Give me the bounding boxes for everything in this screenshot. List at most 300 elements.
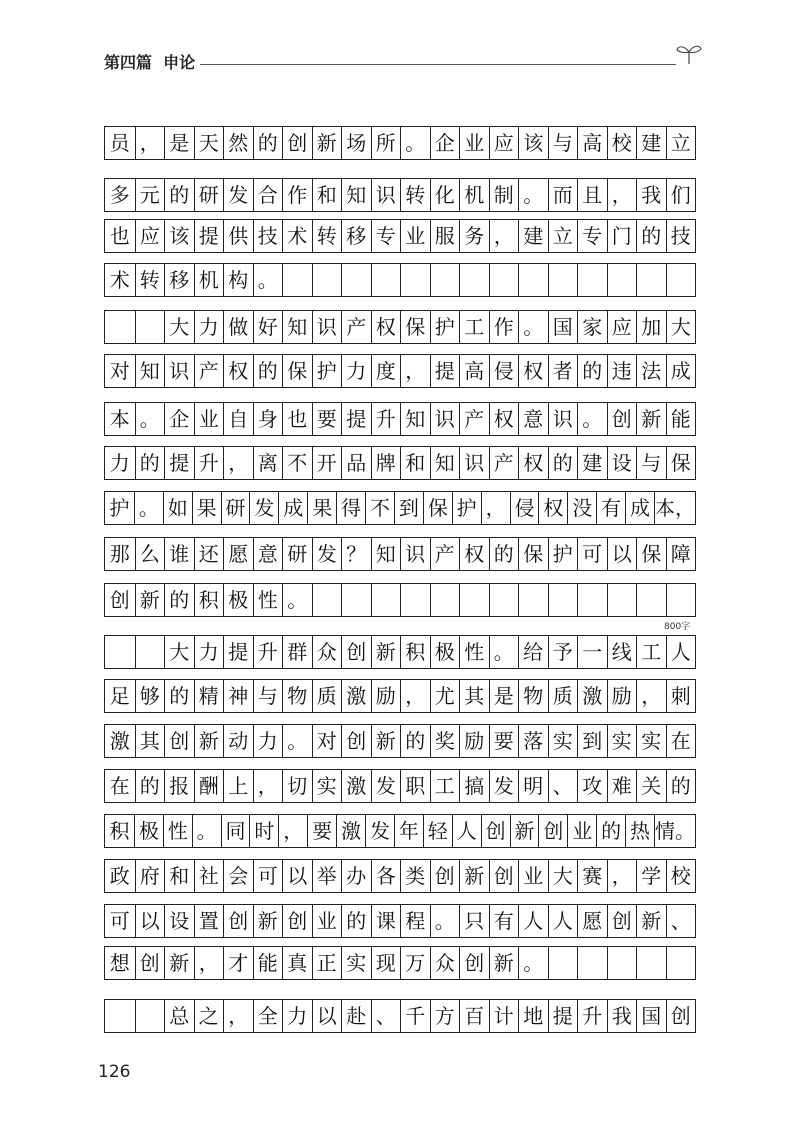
grid-cell: 性: [163, 815, 192, 847]
grid-cell: [312, 584, 342, 616]
grid-cell: 专: [371, 220, 401, 252]
grid-cell: 力: [253, 725, 283, 757]
grid-cell: 上: [223, 770, 253, 802]
grid-cell: 元: [135, 179, 165, 211]
grid-cell: 人: [518, 905, 548, 937]
grid-cell: 权: [371, 311, 401, 343]
grid-cell: 制: [489, 179, 519, 211]
grid-cell: [666, 947, 696, 979]
grid-cell: 知: [341, 179, 371, 211]
grid-cell: 刺: [666, 680, 696, 712]
grid-cell: 且: [577, 179, 607, 211]
grid-row: [104, 946, 696, 980]
grid-cell: [607, 264, 637, 296]
grid-row: [104, 635, 696, 669]
grid-cell: 全: [253, 1000, 283, 1032]
grid-cell: 提: [341, 403, 371, 435]
grid-cell: 物: [518, 680, 548, 712]
grid-cell: [666, 264, 696, 296]
section-label: 第四篇: [104, 53, 153, 72]
grid-cell: 意: [253, 538, 283, 570]
grid-row: [104, 446, 696, 480]
grid-cell: 权: [459, 538, 489, 570]
grid-cell: 我: [636, 179, 666, 211]
grid-cell: 护: [430, 311, 460, 343]
grid-cell: 的: [548, 447, 578, 479]
grid-cell: 可: [109, 909, 130, 933]
grid-cell: 业: [400, 220, 430, 252]
grid-cell: 赛: [577, 860, 607, 892]
grid-cell: 身: [253, 403, 283, 435]
grid-cell: 和: [400, 447, 430, 479]
grid-cell: [666, 584, 696, 616]
grid-cell: 识: [548, 403, 578, 435]
grid-cell: 精: [194, 680, 224, 712]
grid-cell: 发: [365, 815, 394, 847]
grid-cell: 众: [430, 947, 460, 979]
grid-cell: 保: [518, 538, 548, 570]
grid-cell: 品: [341, 447, 371, 479]
grid-cell: 足: [109, 684, 130, 708]
grid-cell: 类: [400, 860, 430, 892]
grid-cell: 研: [194, 179, 224, 211]
grid-cell: 开: [312, 447, 342, 479]
grid-row: [104, 263, 696, 297]
grid-cell: 新: [135, 584, 165, 616]
grid-cell: 积: [194, 584, 224, 616]
grid-cell: 创: [282, 905, 312, 937]
grid-cell: 可: [577, 538, 607, 570]
grid-cell: 权: [538, 492, 567, 524]
grid-cell: 是: [164, 127, 194, 159]
grid-cell: 搞: [459, 770, 489, 802]
grid-row: [104, 491, 696, 525]
grid-cell: 法: [636, 355, 666, 387]
grid-cell: 的: [164, 680, 194, 712]
grid-cell: 政: [109, 864, 130, 888]
grid-cell: 权: [223, 355, 253, 387]
grid-cell: 也: [282, 403, 312, 435]
grid-cell: 以: [312, 1000, 342, 1032]
grid-cell: ，: [481, 492, 510, 524]
grid-cell: 、: [548, 770, 578, 802]
grid-cell: 谁: [164, 538, 194, 570]
grid-cell: 合: [253, 179, 283, 211]
grid-cell: 国: [636, 1000, 666, 1032]
grid-cell: 转: [135, 264, 165, 296]
grid-cell: 如: [163, 492, 192, 524]
grid-cell: 创: [489, 860, 519, 892]
grid-cell: [548, 264, 578, 296]
grid-cell: 构: [223, 264, 253, 296]
grid-cell: 实: [341, 947, 371, 979]
grid-cell: 的: [577, 355, 607, 387]
grid-cell: [430, 584, 460, 616]
grid-row: [104, 814, 696, 848]
grid-cell: [135, 1000, 165, 1032]
grid-cell: 激: [577, 680, 607, 712]
grid-cell: 度: [371, 355, 401, 387]
grid-cell: 专: [577, 220, 607, 252]
grid-cell: 识: [459, 447, 489, 479]
grid-cell: 的: [400, 725, 430, 757]
grid-cell: 高: [577, 127, 607, 159]
grid-cell: 创: [459, 947, 489, 979]
grid-cell: 新: [253, 905, 283, 937]
grid-cell: 多: [109, 183, 130, 207]
grid-row: [104, 859, 696, 893]
grid-cell: ，: [400, 680, 430, 712]
grid-cell: 置: [194, 905, 224, 937]
grid-cell: 业: [312, 905, 342, 937]
grid-cell: 和: [312, 179, 342, 211]
grid-cell: 职: [400, 770, 430, 802]
grid-cell: 识: [400, 538, 430, 570]
grid-cell: 课: [371, 905, 401, 937]
grid-cell: 明: [518, 770, 548, 802]
grid-cell: 有: [489, 905, 519, 937]
grid-cell: 提: [164, 447, 194, 479]
grid-cell: 么: [135, 538, 165, 570]
grid-cell: 。: [253, 264, 283, 296]
grid-cell: 还: [194, 538, 224, 570]
grid-cell: 校: [666, 860, 696, 892]
grid-cell: [489, 584, 519, 616]
grid-cell: [105, 1000, 135, 1032]
grid-cell: [400, 584, 430, 616]
grid-cell: 者: [548, 355, 578, 387]
grid-cell: 力: [282, 1000, 312, 1032]
word-count-mark: 800字: [664, 622, 691, 632]
grid-row: [104, 126, 696, 160]
grid-cell: 创: [607, 403, 637, 435]
grid-cell: 大: [164, 636, 194, 668]
grid-cell: 。: [192, 815, 221, 847]
grid-cell: 该: [518, 127, 548, 159]
grid-cell: 护: [109, 496, 130, 520]
grid-cell: 到: [394, 492, 423, 524]
grid-row: [104, 904, 696, 938]
grid-cell: 在: [109, 774, 130, 798]
grid-cell: 不: [282, 447, 312, 479]
grid-cell: 与: [253, 680, 283, 712]
grid-cell: 时: [249, 815, 278, 847]
grid-cell: 对: [312, 725, 342, 757]
grid-cell: 正: [312, 947, 342, 979]
grid-cell: 场: [341, 127, 371, 159]
grid-cell: 知: [135, 355, 165, 387]
grid-cell: 新: [371, 725, 401, 757]
grid-cell: 立: [666, 127, 696, 159]
grid-cell: 与: [636, 447, 666, 479]
grid-cell: 极: [430, 636, 460, 668]
grid-row: [104, 537, 696, 571]
grid-cell: 真: [282, 947, 312, 979]
grid-cell: 创: [430, 860, 460, 892]
grid-cell: 奖: [430, 725, 460, 757]
grid-cell: 本: [109, 407, 130, 431]
grid-cell: 励: [607, 680, 637, 712]
grid-cell: 够: [135, 680, 165, 712]
grid-cell: 创: [481, 815, 510, 847]
grid-cell: 。: [134, 492, 163, 524]
grid-cell: ，: [135, 127, 165, 159]
grid-cell: 升: [371, 403, 401, 435]
grid-cell: [577, 264, 607, 296]
grid-cell: 转: [312, 220, 342, 252]
grid-cell: 。: [518, 947, 548, 979]
grid-cell: 员: [109, 131, 130, 155]
grid-cell: 和: [164, 860, 194, 892]
grid-cell: [282, 264, 312, 296]
grid-cell: 天: [194, 127, 224, 159]
grid-cell: [577, 947, 607, 979]
grid-cell: 化: [430, 179, 460, 211]
grid-cell: [371, 264, 401, 296]
grid-cell: 神: [223, 680, 253, 712]
grid-cell: 众: [312, 636, 342, 668]
grid-cell: 社: [194, 860, 224, 892]
grid-cell: 励: [371, 680, 401, 712]
grid-cell: 、: [666, 905, 696, 937]
grid-cell: 意: [518, 403, 548, 435]
grid-cell: 举: [312, 860, 342, 892]
grid-cell: 术: [109, 268, 130, 292]
grid-cell: 工: [430, 770, 460, 802]
grid-cell: 难: [607, 770, 637, 802]
grid-cell: [607, 947, 637, 979]
grid-row: [104, 583, 696, 617]
grid-cell: 新: [510, 815, 539, 847]
grid-cell: ，: [278, 815, 307, 847]
grid-cell: 创: [135, 947, 165, 979]
grid-cell: 能: [666, 403, 696, 435]
grid-cell: 而: [548, 179, 578, 211]
grid-cell: 计: [489, 1000, 519, 1032]
grid-cell: 保: [400, 311, 430, 343]
grid-cell: 新: [636, 905, 666, 937]
grid-cell: 建: [518, 220, 548, 252]
grid-cell: 新: [459, 860, 489, 892]
grid-cell: 赴: [341, 1000, 371, 1032]
grid-cell: 产: [489, 447, 519, 479]
grid-cell: 业: [518, 860, 548, 892]
grid-cell: 移: [341, 220, 371, 252]
grid-cell: ，: [636, 680, 666, 712]
grid-cell: [430, 264, 460, 296]
grid-cell: 创: [223, 905, 253, 937]
grid-cell: [548, 584, 578, 616]
grid-cell: 激: [341, 770, 371, 802]
grid-cell: 门: [607, 220, 637, 252]
grid-cell: 性: [253, 584, 283, 616]
grid-cell: 实: [607, 725, 637, 757]
grid-cell: ？: [341, 538, 371, 570]
page-number: 126: [98, 1062, 131, 1082]
grid-cell: 转: [400, 179, 430, 211]
grid-cell: 人: [548, 905, 578, 937]
grid-cell: 同: [221, 815, 250, 847]
grid-cell: 自: [223, 403, 253, 435]
grid-cell: 应: [489, 127, 519, 159]
grid-cell: 新: [194, 725, 224, 757]
grid-cell: 该: [164, 220, 194, 252]
grid-cell: 工: [459, 311, 489, 343]
grid-cell: 大: [666, 311, 696, 343]
grid-cell: 权: [518, 447, 548, 479]
grid-cell: 技: [666, 220, 696, 252]
grid-cell: 对: [109, 359, 130, 383]
grid-cell: 权: [489, 403, 519, 435]
grid-cell: 果: [192, 492, 221, 524]
grid-cell: 不: [365, 492, 394, 524]
grid-cell: 。: [400, 127, 430, 159]
grid-cell: 应: [135, 220, 165, 252]
grid-cell: 才: [223, 947, 253, 979]
grid-cell: 知: [400, 403, 430, 435]
grid-cell: 。: [577, 403, 607, 435]
grid-cell: 轻: [423, 815, 452, 847]
grid-cell: 物: [282, 680, 312, 712]
grid-cell: 创: [341, 725, 371, 757]
grid-row: [104, 999, 696, 1033]
grid-cell: 地: [518, 1000, 548, 1032]
grid-row: [104, 310, 696, 344]
grid-cell: [636, 947, 666, 979]
grid-cell: 服: [430, 220, 460, 252]
grid-cell: [548, 947, 578, 979]
grid-cell: 移: [164, 264, 194, 296]
grid-cell: [312, 264, 342, 296]
grid-cell: 以: [135, 905, 165, 937]
grid-cell: [105, 311, 135, 343]
grid-cell: 发: [223, 179, 253, 211]
grid-cell: 新: [312, 127, 342, 159]
grid-cell: 创: [282, 127, 312, 159]
grid-cell: [636, 584, 666, 616]
grid-row: [104, 769, 696, 803]
grid-cell: 切: [282, 770, 312, 802]
grid-cell: 落: [518, 725, 548, 757]
grid-cell: 成: [278, 492, 307, 524]
grid-cell: 。: [135, 403, 165, 435]
grid-cell: 群: [282, 636, 312, 668]
grid-cell: 。: [282, 725, 312, 757]
grid-cell: 能: [253, 947, 283, 979]
grid-cell: 工: [636, 636, 666, 668]
grid-cell: ，: [607, 179, 637, 211]
grid-cell: ，: [194, 947, 224, 979]
grid-cell: 力: [341, 355, 371, 387]
grid-cell: 百: [459, 1000, 489, 1032]
grid-cell: 是: [489, 680, 519, 712]
grid-cell: 护: [312, 355, 342, 387]
grid-cell: 愿: [577, 905, 607, 937]
grid-cell: [518, 264, 548, 296]
grid-cell: 权: [518, 355, 548, 387]
grid-cell: ，: [223, 447, 253, 479]
grid-cell: 的: [164, 584, 194, 616]
grid-cell: 知: [430, 447, 460, 479]
grid-cell: 研: [221, 492, 250, 524]
grid-cell: 业: [567, 815, 596, 847]
grid-cell: [459, 584, 489, 616]
grid-cell: 企: [164, 403, 194, 435]
grid-cell: [518, 584, 548, 616]
subject-label: 申论: [163, 53, 196, 72]
grid-cell: 以: [607, 538, 637, 570]
grid-cell: 方: [430, 1000, 460, 1032]
grid-cell: 新: [489, 947, 519, 979]
grid-cell: 的: [341, 905, 371, 937]
grid-cell: 线: [607, 636, 637, 668]
grid-cell: ，: [223, 1000, 253, 1032]
grid-cell: 创: [607, 905, 637, 937]
grid-cell: 侵: [510, 492, 539, 524]
grid-cell: ，: [253, 770, 283, 802]
grid-cell: 有: [596, 492, 625, 524]
grid-cell: 产: [194, 355, 224, 387]
grid-cell: 新: [164, 947, 194, 979]
grid-cell: 创: [341, 636, 371, 668]
grid-cell: 业: [459, 127, 489, 159]
grid-cell: 积: [109, 819, 130, 843]
grid-cell: 励: [459, 725, 489, 757]
grid-cell: 设: [607, 447, 637, 479]
grid-cell: 也: [109, 224, 130, 248]
grid-cell: 术: [282, 220, 312, 252]
grid-cell: 要: [312, 403, 342, 435]
grid-cell: 发: [249, 492, 278, 524]
grid-cell: 。: [518, 311, 548, 343]
grid-cell: 离: [253, 447, 283, 479]
grid-cell: 关: [636, 770, 666, 802]
grid-cell: 人: [666, 636, 696, 668]
grid-cell: 的: [489, 538, 519, 570]
grid-cell: 。: [489, 636, 519, 668]
grid-cell: [577, 584, 607, 616]
grid-cell: [135, 636, 165, 668]
grid-cell: 建: [577, 447, 607, 479]
grid-cell: [341, 264, 371, 296]
grid-row: [104, 219, 696, 253]
grid-cell: 创: [109, 588, 130, 612]
grid-cell: [341, 584, 371, 616]
grid-cell: 创: [164, 725, 194, 757]
grid-cell: 实: [312, 770, 342, 802]
grid-cell: 激: [109, 729, 130, 753]
grid-cell: 在: [666, 725, 696, 757]
grid-cell: 力: [194, 636, 224, 668]
grid-cell: 业: [194, 403, 224, 435]
grid-cell: 其: [459, 680, 489, 712]
grid-cell: 没: [567, 492, 596, 524]
grid-cell: 高: [459, 355, 489, 387]
grid-cell: [459, 264, 489, 296]
grid-cell: 设: [164, 905, 194, 937]
grid-cell: 障: [666, 538, 696, 570]
grid-cell: 给: [518, 636, 548, 668]
grid-cell: 人: [452, 815, 481, 847]
grid-cell: 企: [430, 127, 460, 159]
grid-cell: 要: [489, 725, 519, 757]
grid-cell: 加: [636, 311, 666, 343]
grid-cell: 府: [135, 860, 165, 892]
grid-cell: 极: [223, 584, 253, 616]
grid-cell: 果: [307, 492, 336, 524]
grid-cell: 。: [518, 179, 548, 211]
grid-cell: 创: [666, 1000, 696, 1032]
